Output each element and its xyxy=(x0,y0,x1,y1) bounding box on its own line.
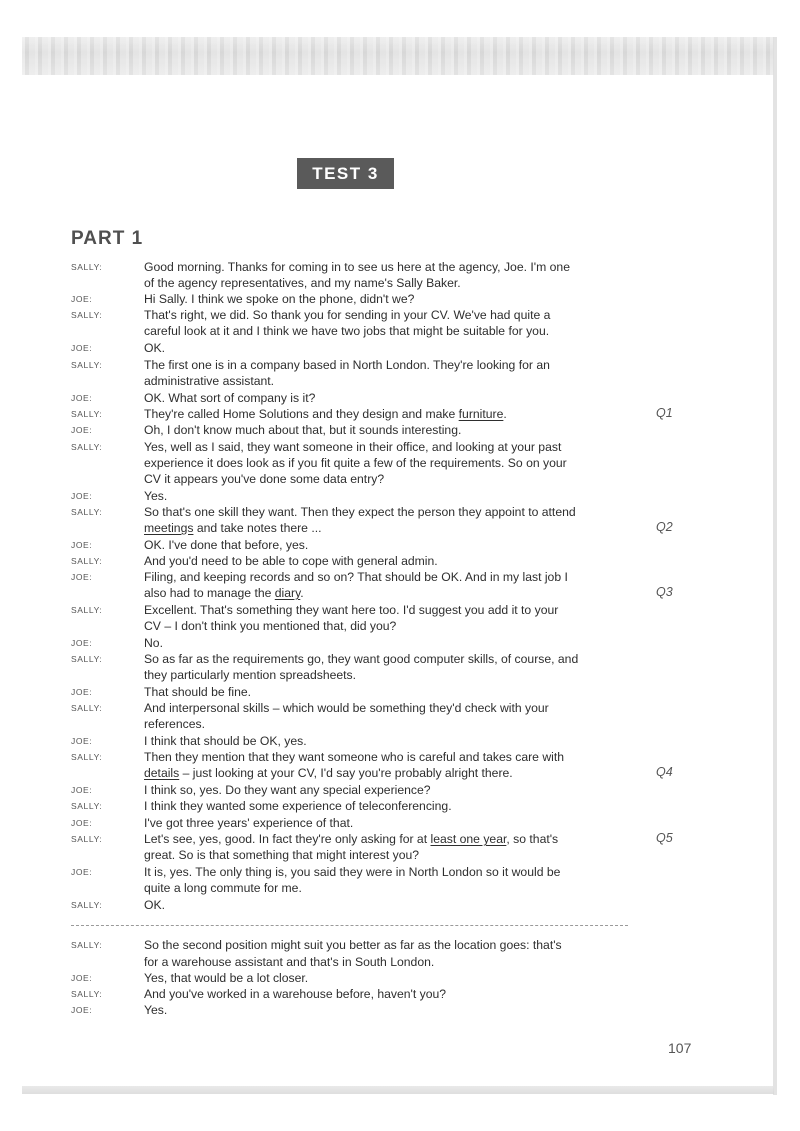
transcript-line xyxy=(0,307,800,324)
dialogue-text: And you've worked in a warehouse before, haven't you? xyxy=(144,987,447,1001)
dialogue-text: OK. xyxy=(144,341,165,355)
dialogue-text: great. So is that something that might interest you? xyxy=(144,848,420,862)
dialogue-text: The first one is in a company based in North London. They're looking for an xyxy=(144,358,550,372)
dialogue-text: That's right, we did. So thank you for sending in your CV. We've had quite a xyxy=(144,308,551,322)
speaker-label: SALLY: xyxy=(71,262,103,272)
dialogue-text xyxy=(144,831,558,847)
dialogue-text: Yes, that would be a lot closer. xyxy=(144,971,309,985)
dialogue-text: I think that should be OK, yes. xyxy=(144,734,307,748)
speaker-label: SALLY: xyxy=(71,900,103,910)
transcript-line xyxy=(0,357,800,374)
speaker-label: JOE: xyxy=(71,572,93,582)
speaker-label: JOE: xyxy=(71,1005,93,1015)
transcript-line xyxy=(0,406,800,423)
transcript-line xyxy=(0,323,800,340)
speaker-label: SALLY: xyxy=(71,442,103,452)
answer-underline: meetings xyxy=(144,521,194,535)
text-before: also had to manage the xyxy=(144,586,275,600)
transcript-line xyxy=(0,815,800,832)
transcript-line xyxy=(0,373,800,390)
transcript-line xyxy=(0,798,800,815)
speaker-label: JOE: xyxy=(71,687,93,697)
speaker-label: SALLY: xyxy=(71,409,103,419)
question-marker: Q4 xyxy=(656,765,673,779)
dialogue-text: experience it does look as if you fit quite a few of the requirements. So on your xyxy=(144,456,567,470)
transcript-line xyxy=(0,520,800,537)
dialogue-text: OK. What sort of company is it? xyxy=(144,391,316,405)
dialogue-text: of the agency representatives, and my name's Sally Baker. xyxy=(144,276,461,290)
dialogue-text: OK. I've done that before, yes. xyxy=(144,538,309,552)
dialogue-text: references. xyxy=(144,717,205,731)
transcript-line xyxy=(0,667,800,684)
text-after: . xyxy=(503,407,507,421)
dialogue-text xyxy=(144,520,322,536)
section-divider xyxy=(71,925,628,926)
transcript-line xyxy=(0,635,800,652)
dialogue-text xyxy=(144,765,513,781)
page-number: 107 xyxy=(668,1040,692,1056)
transcript-line xyxy=(0,765,800,782)
speaker-label: JOE: xyxy=(71,867,93,877)
transcript-line xyxy=(0,585,800,602)
dialogue-text: And you'd need to be able to cope with general admin. xyxy=(144,554,438,568)
test-heading-badge xyxy=(297,158,394,189)
transcript-line xyxy=(0,716,800,733)
speaker-label: SALLY: xyxy=(71,360,103,370)
transcript-line xyxy=(0,259,800,276)
dialogue-text: administrative assistant. xyxy=(144,374,275,388)
answer-underline: diary xyxy=(274,586,301,600)
dialogue-text: I think they wanted some experience of teleconferencing. xyxy=(144,799,452,813)
transcript-line xyxy=(0,749,800,766)
speaker-label: JOE: xyxy=(71,818,93,828)
dialogue-text: I've got three years' experience of that. xyxy=(144,816,354,830)
question-marker: Q3 xyxy=(656,585,673,599)
dialogue-text: Hi Sally. I think we spoke on the phone, didn't we? xyxy=(144,292,415,306)
dialogue-text: So the second position might suit you better as far as the location goes: that's xyxy=(144,938,562,952)
transcript-line xyxy=(0,439,800,456)
speaker-label: JOE: xyxy=(71,638,93,648)
dialogue-text xyxy=(144,406,507,422)
transcript-line xyxy=(0,455,800,472)
transcript-line xyxy=(0,602,800,619)
transcript-line xyxy=(0,537,800,554)
speaker-label: SALLY: xyxy=(71,801,103,811)
transcript-line xyxy=(0,831,800,848)
scan-edge-top xyxy=(22,37,774,75)
dialogue-text: Yes. xyxy=(144,1003,168,1017)
transcript-line xyxy=(0,897,800,914)
transcript-line xyxy=(0,970,800,987)
dialogue-text: they particularly mention spreadsheets. xyxy=(144,668,357,682)
transcript-line xyxy=(0,291,800,308)
dialogue-text: That should be fine. xyxy=(144,685,252,699)
question-marker: Q5 xyxy=(656,831,673,845)
speaker-label: SALLY: xyxy=(71,556,103,566)
speaker-label: JOE: xyxy=(71,785,93,795)
transcript-line xyxy=(0,684,800,701)
dialogue-text: OK. xyxy=(144,898,165,912)
dialogue-text: So that's one skill they want. Then they expect the person they appoint to attend xyxy=(144,505,576,519)
speaker-label: SALLY: xyxy=(71,834,103,844)
question-marker: Q2 xyxy=(656,520,673,534)
speaker-label: JOE: xyxy=(71,491,93,501)
dialogue-text: Good morning. Thanks for coming in to see us here at the agency, Joe. I'm one xyxy=(144,260,570,274)
speaker-label: SALLY: xyxy=(71,940,103,950)
dialogue-text xyxy=(144,585,304,601)
dialogue-text: Then they mention that they want someone who is careful and takes care with xyxy=(144,750,565,764)
dialogue-text: for a warehouse assistant and that's in South London. xyxy=(144,955,435,969)
transcript-line xyxy=(0,937,800,954)
dialogue-text: quite a long commute for me. xyxy=(144,881,302,895)
dialogue-text: Filing, and keeping records and so on? That should be OK. And in my last job I xyxy=(144,570,568,584)
answer-underline: furniture xyxy=(458,407,504,421)
scan-edge-bottom xyxy=(22,1086,774,1094)
speaker-label: SALLY: xyxy=(71,703,103,713)
transcript-line xyxy=(0,275,800,292)
speaker-label: SALLY: xyxy=(71,989,103,999)
dialogue-text: careful look at it and I think we have two jobs that might be suitable for you. xyxy=(144,324,550,338)
dialogue-text: CV it appears you've done some data entry? xyxy=(144,472,385,486)
speaker-label: JOE: xyxy=(71,736,93,746)
speaker-label: JOE: xyxy=(71,343,93,353)
speaker-label: SALLY: xyxy=(71,310,103,320)
transcript-line xyxy=(0,700,800,717)
transcript-line xyxy=(0,488,800,505)
text-after: . xyxy=(300,586,304,600)
dialogue-text: No. xyxy=(144,636,163,650)
speaker-label: JOE: xyxy=(71,425,93,435)
transcript-line xyxy=(0,569,800,586)
transcript-line xyxy=(0,733,800,750)
transcript-line xyxy=(0,340,800,357)
text-after: and take notes there ... xyxy=(193,521,322,535)
transcript-line xyxy=(0,880,800,897)
text-before: Let's see, yes, good. In fact they're only asking for at xyxy=(144,832,431,846)
transcript-line xyxy=(0,618,800,635)
dialogue-text: And interpersonal skills – which would be something they'd check with your xyxy=(144,701,549,715)
transcript-line xyxy=(0,954,800,971)
dialogue-text: Yes. xyxy=(144,489,168,503)
transcript-line xyxy=(0,471,800,488)
part-title: PART 1 xyxy=(71,228,144,249)
transcript-line xyxy=(0,553,800,570)
speaker-label: JOE: xyxy=(71,393,93,403)
speaker-label: SALLY: xyxy=(71,654,103,664)
text-after: – just looking at your CV, I'd say you're probably alright there. xyxy=(179,766,513,780)
transcript-line xyxy=(0,1002,800,1019)
transcript-line xyxy=(0,504,800,521)
dialogue-text: Excellent. That's something they want here too. I'd suggest you add it to your xyxy=(144,603,559,617)
dialogue-text: I think so, yes. Do they want any special experience? xyxy=(144,783,431,797)
transcript-line xyxy=(0,864,800,881)
text-before: They're called Home Solutions and they design and make xyxy=(144,407,459,421)
transcript-line xyxy=(0,847,800,864)
question-marker: Q1 xyxy=(656,406,673,420)
answer-underline: details xyxy=(144,766,180,780)
text-after: , so that's xyxy=(506,832,559,846)
speaker-label: SALLY: xyxy=(71,507,103,517)
dialogue-text: Yes, well as I said, they want someone in their office, and looking at your past xyxy=(144,440,562,454)
transcript-line xyxy=(0,390,800,407)
dialogue-text: Oh, I don't know much about that, but it sounds interesting. xyxy=(144,423,462,437)
speaker-label: SALLY: xyxy=(71,605,103,615)
transcript-line xyxy=(0,651,800,668)
speaker-label: JOE: xyxy=(71,294,93,304)
speaker-label: JOE: xyxy=(71,973,93,983)
dialogue-text: CV – I don't think you mentioned that, did you? xyxy=(144,619,397,633)
speaker-label: SALLY: xyxy=(71,752,103,762)
test-heading-label: TEST 3 xyxy=(312,163,379,183)
speaker-label: JOE: xyxy=(71,540,93,550)
dialogue-text: So as far as the requirements go, they want good computer skills, of course, and xyxy=(144,652,579,666)
transcript-line xyxy=(0,782,800,799)
dialogue-text: It is, yes. The only thing is, you said they were in North London so it would be xyxy=(144,865,561,879)
transcript-line xyxy=(0,422,800,439)
transcript-line xyxy=(0,986,800,1003)
answer-underline: least one year xyxy=(430,832,507,846)
